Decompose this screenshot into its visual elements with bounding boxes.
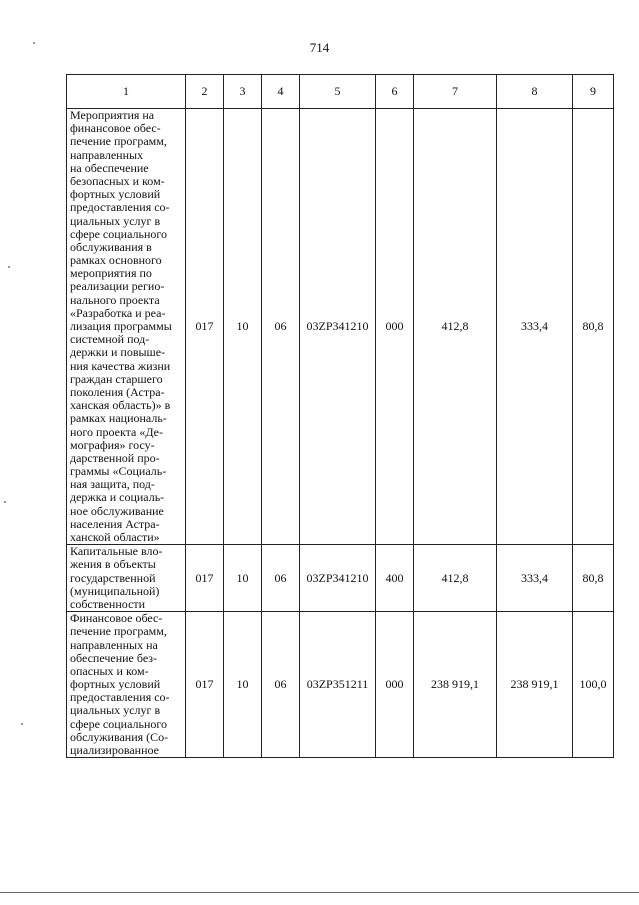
executed-amount-cell: 333,4 <box>497 109 573 545</box>
subsection-cell: 06 <box>262 545 300 612</box>
column-header: 8 <box>497 75 573 109</box>
description-line: реализации регио- <box>70 279 165 294</box>
description-line: нального проекта <box>70 292 160 307</box>
description-line: ханской области» <box>70 530 160 544</box>
description-line: циальных услуг в <box>70 213 161 228</box>
column-header: 4 <box>262 75 300 109</box>
description-line: фортных условий <box>70 677 161 692</box>
scan-bottom-edge <box>0 892 639 893</box>
executed-amount-cell: 333,4 <box>497 545 573 612</box>
scan-speck <box>21 723 23 725</box>
table-row <box>67 109 614 545</box>
target-article-cell: 03ZP351211 <box>300 612 376 758</box>
description-line: держка и социаль- <box>70 490 165 505</box>
target-article-cell: 03ZP341210 <box>300 109 376 545</box>
description-line: собственности <box>70 596 146 611</box>
description-line: предоставления со- <box>70 690 170 705</box>
description-line: на обеспечение <box>70 160 149 175</box>
scan-speck <box>8 266 10 268</box>
row-description <box>67 545 186 612</box>
description-line: сфере социального <box>70 716 168 731</box>
target-article-cell: 03ZP341210 <box>300 545 376 612</box>
executed-amount-cell: 238 919,1 <box>497 612 573 758</box>
section-cell: 10 <box>224 612 262 758</box>
subsection-cell: 06 <box>262 612 300 758</box>
description-line: обслуживания (Со- <box>70 729 169 744</box>
description-line: обслуживания в <box>70 239 152 254</box>
ministry-code-cell: 017 <box>186 612 224 758</box>
description-line: обеспечение без- <box>70 650 158 665</box>
description-line: ная защита, под- <box>70 477 155 492</box>
description-line: системной под- <box>70 332 150 347</box>
planned-amount-cell: 238 919,1 <box>414 612 497 758</box>
column-header: 5 <box>300 75 376 109</box>
expense-type-cell: 000 <box>376 109 414 545</box>
planned-amount-cell: 412,8 <box>414 545 497 612</box>
scan-speck <box>33 42 35 44</box>
description-line: Капитальные вло- <box>70 544 163 559</box>
column-header: 7 <box>414 75 497 109</box>
description-line: направленных на <box>70 637 158 652</box>
expense-type-cell: 400 <box>376 545 414 612</box>
planned-amount-cell: 412,8 <box>414 109 497 545</box>
description-line: печение программ, <box>70 624 167 639</box>
description-line: лизация программы <box>70 319 172 333</box>
percent-cell: 80,8 <box>573 109 614 545</box>
description-line: мероприятия по <box>70 266 152 281</box>
description-line: дарственной про- <box>70 450 160 465</box>
description-line: жения в объекты <box>70 557 156 572</box>
scan-speck <box>4 501 6 503</box>
description-line: держки и повыше- <box>70 345 166 360</box>
description-line: циализированное <box>70 743 159 757</box>
description-line: рамках основного <box>70 253 162 268</box>
column-header: 3 <box>224 75 262 109</box>
description-line: мография» госу- <box>70 437 155 452</box>
description-line: населения Астра- <box>70 516 160 531</box>
description-line: направленных <box>70 147 144 162</box>
description-line: граммы «Социаль- <box>70 464 167 479</box>
description-line: поколения (Астра- <box>70 384 165 399</box>
section-cell: 10 <box>224 545 262 612</box>
description-line: граждан старшего <box>70 371 163 386</box>
expense-type-cell: 000 <box>376 612 414 758</box>
description-line: «Разработка и реа- <box>70 305 166 320</box>
description-line: ное обслуживание <box>70 503 164 518</box>
percent-cell: 100,0 <box>573 612 614 758</box>
ministry-code-cell: 017 <box>186 545 224 612</box>
subsection-cell: 06 <box>262 109 300 545</box>
ministry-code-cell: 017 <box>186 109 224 545</box>
description-line: циальных услуг в <box>70 703 161 718</box>
page-number: 714 <box>309 40 330 55</box>
row-description <box>67 109 186 545</box>
column-header: 9 <box>573 75 614 109</box>
description-line: фортных условий <box>70 187 161 202</box>
description-line: опасных и ком- <box>70 663 149 678</box>
description-line: Мероприятия на <box>70 108 155 122</box>
description-line: ного проекта «Де- <box>70 424 163 439</box>
description-line: финансовое обес- <box>70 121 161 136</box>
description-line: Финансовое обес- <box>70 611 163 626</box>
budget-table <box>66 74 614 758</box>
section-cell: 10 <box>224 109 262 545</box>
table-row <box>67 612 614 758</box>
header-row <box>67 75 614 109</box>
description-line: безопасных и ком- <box>70 173 165 188</box>
description-line: предоставления со- <box>70 200 170 215</box>
percent-cell: 80,8 <box>573 545 614 612</box>
column-header: 2 <box>186 75 224 109</box>
description-line: ханская область)» в <box>70 398 171 413</box>
description-line: рамках националь- <box>70 411 167 426</box>
description-line: государственной <box>70 570 156 585</box>
description-line: (муниципальной) <box>70 583 160 598</box>
table-row <box>67 545 614 612</box>
column-header: 1 <box>67 75 186 109</box>
description-line: печение программ, <box>70 134 167 149</box>
description-line: сфере социального <box>70 226 168 241</box>
description-line: ния качества жизни <box>70 358 171 373</box>
row-description <box>67 612 186 758</box>
column-header: 6 <box>376 75 414 109</box>
